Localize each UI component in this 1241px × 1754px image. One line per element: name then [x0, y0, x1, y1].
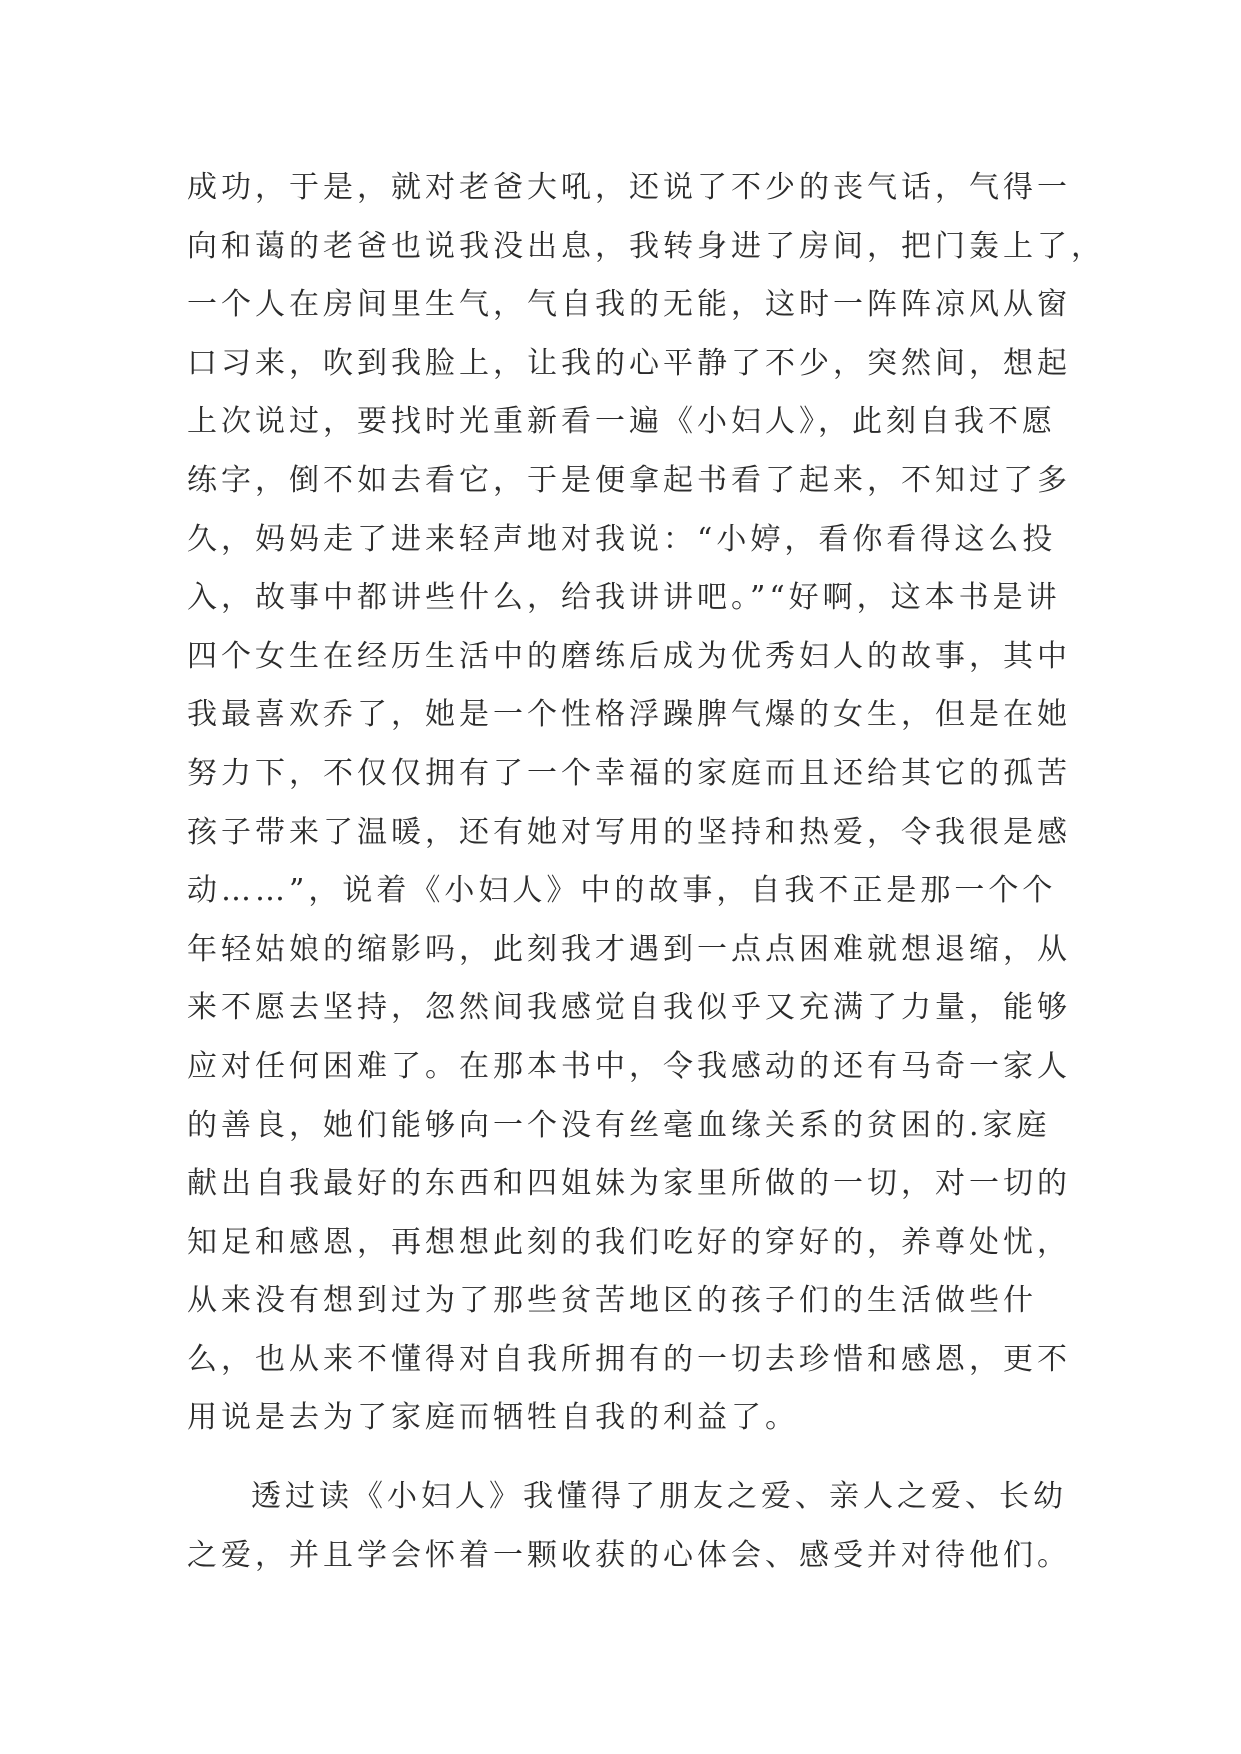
text-line: 来不愿去坚持，忽然间我感觉自我似乎又充满了力量，能够 — [187, 990, 1071, 1026]
text-line: 知足和感恩，再想想此刻的我们吃好的穿好的，养尊处忧， — [187, 1224, 1071, 1260]
text-line: 成功，于是，就对老爸大吼，还说了不少的丧气话，气得一 — [187, 170, 1071, 205]
paragraph — [187, 1468, 1087, 1585]
text-line: 从来没有想到过为了那些贫苦地区的孩子们的生活做些什 — [187, 1283, 1037, 1319]
text-line: 入，故事中都讲些什么，给我讲讲吧。”“好啊，这本书是讲 — [187, 580, 1061, 616]
text-line: 久，妈妈走了进来轻声地对我说：“小婷，看你看得这么投 — [187, 521, 1057, 557]
text-line: 我最喜欢乔了，她是一个性格浮躁脾气爆的女生，但是在她 — [187, 697, 1071, 733]
text-line: 应对任何困难了。在那本书中，令我感动的还有马奇一家人 — [187, 1048, 1071, 1084]
text-line: 的善良，她们能够向一个没有丝毫血缘关系的贫困的.家庭 — [187, 1107, 1051, 1143]
text-line: 动……”，说着《小妇人》中的故事，自我不正是那一个个 — [187, 873, 1057, 909]
text-line: 献出自我最好的东西和四姐妹为家里所做的一切，对一切的 — [187, 1166, 1071, 1202]
text-line: 练字，倒不如去看它，于是便拿起书看了起来，不知过了多 — [187, 462, 1071, 498]
text-line: 么，也从来不懂得对自我所拥有的一切去珍惜和感恩，更不 — [187, 1341, 1071, 1377]
text-line: 年轻姑娘的缩影吗，此刻我才遇到一点点困难就想退缩，从 — [187, 931, 1071, 967]
text-line: 之爱，并且学会怀着一颗收获的心体会、感受并对待他们。 — [187, 1537, 1071, 1573]
paragraph — [187, 159, 1105, 1448]
text-line: 上次说过，要找时光重新看一遍《小妇人》，此刻自我不愿 — [187, 404, 1056, 440]
text-line: 透过读《小妇人》我懂得了朋友之爱、亲人之爱、长幼 — [251, 1479, 1067, 1515]
text-line: 孩子带来了温暖，还有她对写用的坚持和热爱，令我很是感 — [187, 814, 1071, 850]
text-line: 向和蔼的老爸也说我没出息，我转身进了房间，把门轰上了， — [187, 228, 1105, 264]
body-text — [187, 159, 1105, 1585]
text-line: 努力下，不仅仅拥有了一个幸福的家庭而且还给其它的孤苦 — [187, 755, 1071, 791]
text-line: 口习来，吹到我脸上，让我的心平静了不少，突然间，想起 — [187, 345, 1071, 381]
text-line: 一个人在房间里生气，气自我的无能，这时一阵阵凉风从窗 — [187, 287, 1071, 323]
text-line: 四个女生在经历生活中的磨练后成为优秀妇人的故事，其中 — [187, 638, 1071, 674]
text-line: 用说是去为了家庭而牺牲自我的利益了。 — [187, 1400, 799, 1436]
paragraph-gap — [187, 1448, 1087, 1468]
